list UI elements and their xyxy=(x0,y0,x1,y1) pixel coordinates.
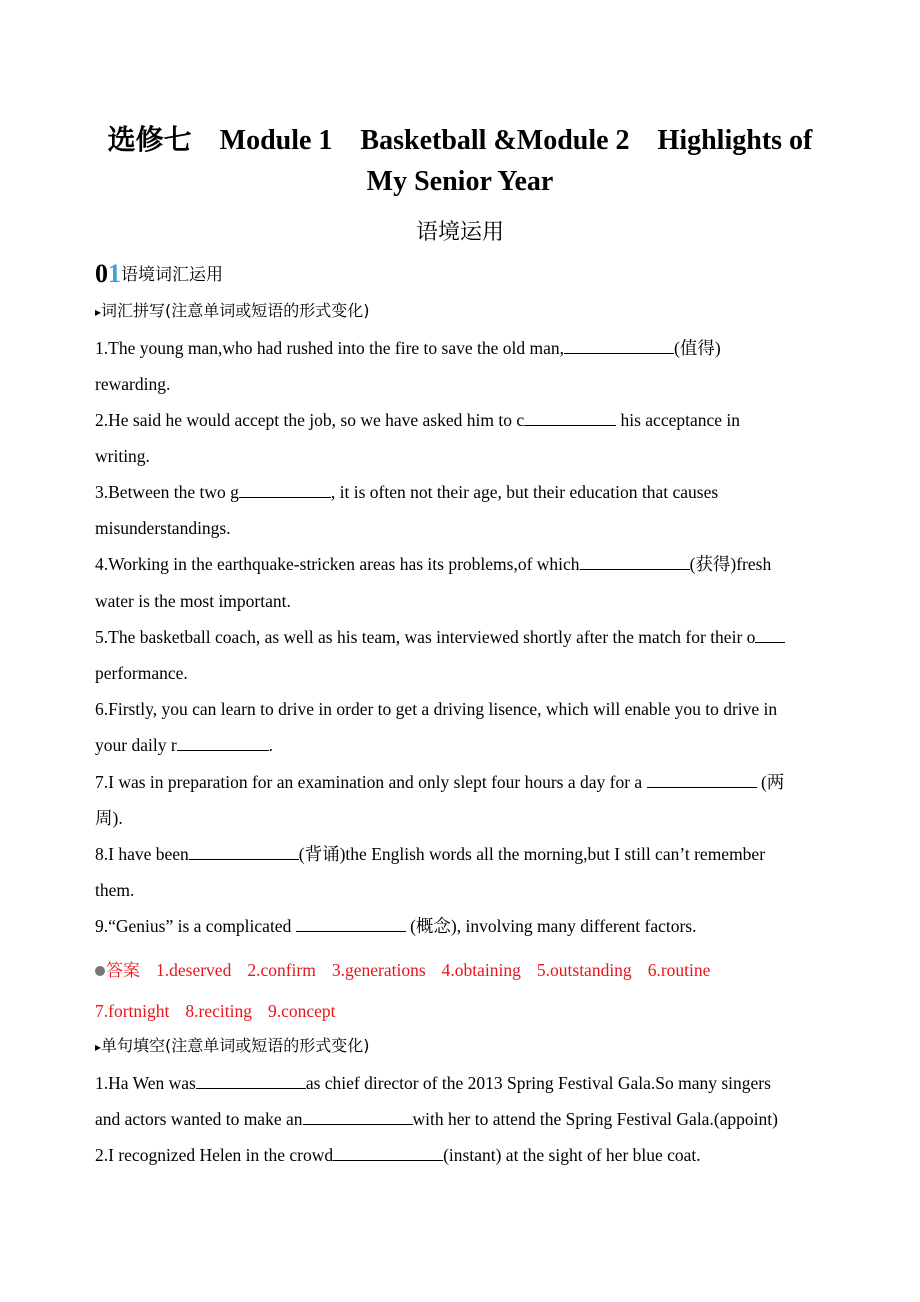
answer-badge-icon xyxy=(95,966,105,976)
answer-line-2 xyxy=(95,1000,336,1022)
answer-item: 3.generations xyxy=(331,960,426,980)
answer-blank[interactable] xyxy=(239,481,331,498)
exercise-item-3: 3.Between the two g , it is often not their age, but their education that causes xyxy=(95,482,719,502)
exercise-item-7-cont: 周). xyxy=(95,808,123,828)
exercise-item-8: 8.I have been (背诵)the English words all the morning,but I still can’t remember xyxy=(95,844,766,864)
answer-item: 1.deserved xyxy=(156,960,232,980)
part1-heading: ▸词汇拼写(注意单词或短语的形式变化) xyxy=(95,301,370,320)
exercise-item-6-cont: your daily r . xyxy=(95,735,274,755)
answer-item: 4.obtaining xyxy=(441,960,521,980)
exercise-item-8-cont: them. xyxy=(95,880,135,900)
document-title-line1: 选修七 Module 1 Basketball &Module 2 Highlights of xyxy=(107,125,813,156)
answer-blank[interactable] xyxy=(296,915,406,932)
answer-item: 7.fortnight xyxy=(95,1001,170,1021)
exercise-item-1-cont: rewarding. xyxy=(95,374,171,394)
answer-blank[interactable] xyxy=(333,1144,443,1161)
fill-item-1-cont: and actors wanted to make an with her to attend the Spring Festival Gala.(appoint) xyxy=(95,1109,778,1129)
answer-line-1 xyxy=(95,959,710,982)
exercise-item-4: 4.Working in the earthquake-stricken areas has its problems,of which (获得)fresh xyxy=(95,554,772,574)
document-title-line2: My Senior Year xyxy=(366,166,554,197)
answer-blank[interactable] xyxy=(647,771,757,788)
exercise-item-9: 9.“Genius” is a complicated (概念), involving many different factors. xyxy=(95,916,697,936)
exercise-item-1: 1.The young man,who had rushed into the fire to save the old man, (值得) xyxy=(95,338,721,358)
answer-item: 9.concept xyxy=(267,1001,336,1021)
section-heading xyxy=(95,259,223,289)
answer-blank[interactable] xyxy=(755,626,785,643)
exercise-item-5-cont: performance. xyxy=(95,663,188,683)
part2-heading: ▸单句填空(注意单词或短语的形式变化) xyxy=(95,1036,370,1055)
answer-item: 5.outstanding xyxy=(536,960,632,980)
answer-item: 2.confirm xyxy=(247,960,316,980)
triangle-marker-icon: ▸ xyxy=(95,305,102,319)
answer-blank[interactable] xyxy=(177,734,269,751)
answer-blank[interactable] xyxy=(196,1072,306,1089)
section-number: 01 xyxy=(95,259,121,288)
fill-item-1: 1.Ha Wen was as chief director of the 2013 Spring Festival Gala.So many singers xyxy=(95,1073,771,1093)
exercise-item-4-cont: water is the most important. xyxy=(95,591,291,611)
answer-item: 6.routine xyxy=(647,960,711,980)
answer-item: 8.reciting xyxy=(185,1001,252,1021)
exercise-item-7: 7.I was in preparation for an examination and only slept four hours a day for a (两 xyxy=(95,772,785,792)
exercise-item-3-cont: misunderstandings. xyxy=(95,518,231,538)
exercise-item-2: 2.He said he would accept the job, so we have asked him to c his acceptance in xyxy=(95,410,741,430)
exercise-item-2-cont: writing. xyxy=(95,446,150,466)
fill-item-2: 2.I recognized Helen in the crowd (instant) at the sight of her blue coat. xyxy=(95,1145,701,1165)
answer-blank[interactable] xyxy=(189,843,299,860)
section-title: 语境词汇运用 xyxy=(121,265,223,285)
triangle-marker-icon: ▸ xyxy=(95,1040,102,1054)
answer-blank[interactable] xyxy=(303,1108,413,1125)
exercise-item-5: 5.The basketball coach, as well as his team, was interviewed shortly after the match for their o xyxy=(95,626,785,648)
answer-label: 答案 xyxy=(106,961,140,981)
answer-blank[interactable] xyxy=(564,337,674,354)
answer-blank[interactable] xyxy=(524,409,616,426)
answer-blank[interactable] xyxy=(580,553,690,570)
document-subtitle: 语境运用 xyxy=(415,220,504,245)
exercise-item-6: 6.Firstly, you can learn to drive in order to get a driving lisence, which will enable you to drive in xyxy=(95,699,778,719)
